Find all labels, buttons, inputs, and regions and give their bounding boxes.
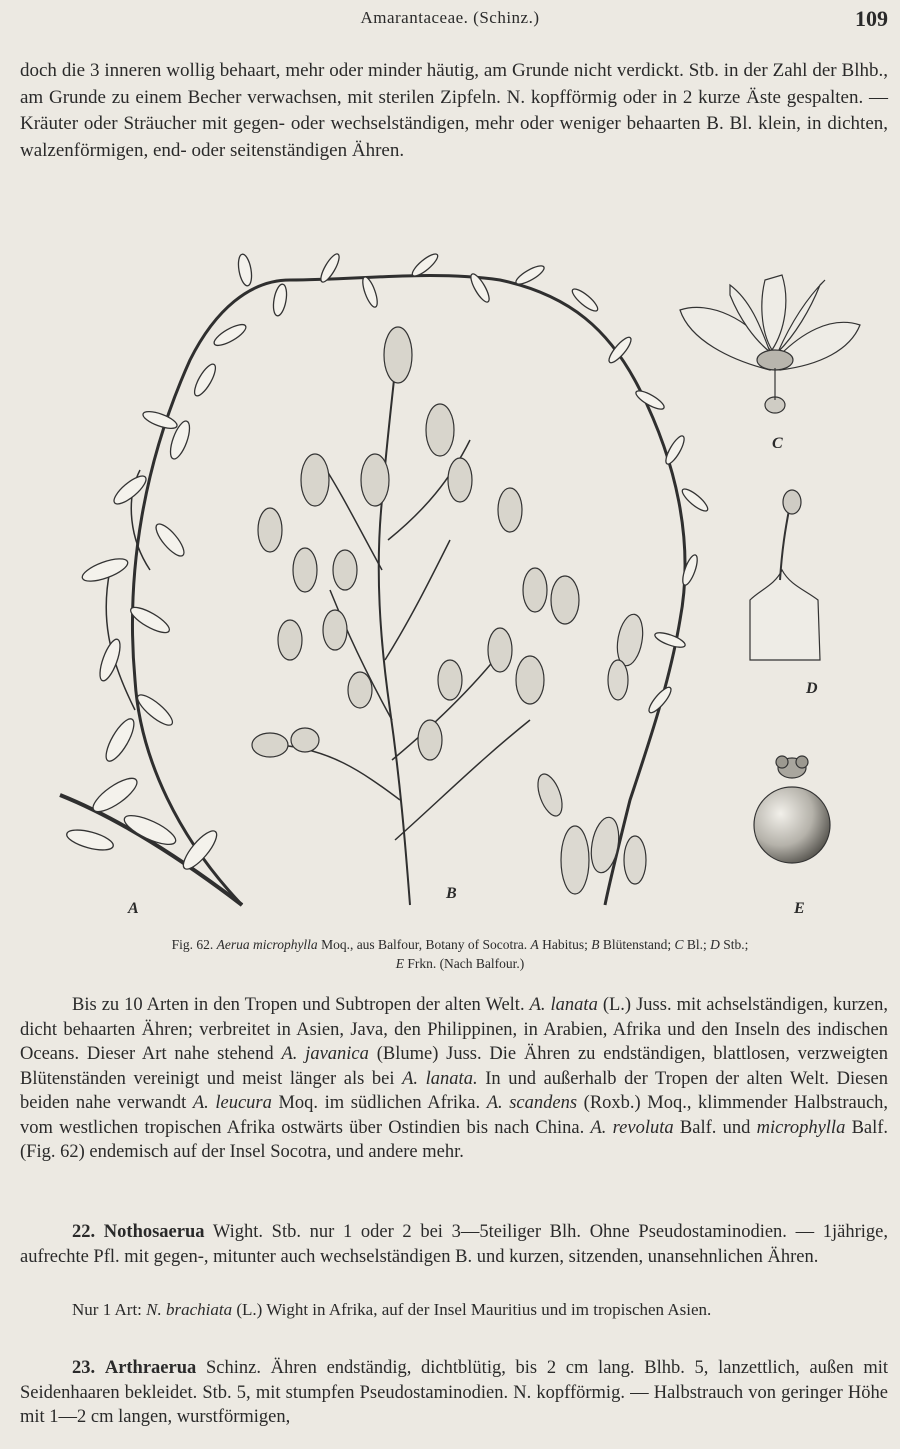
caption-text-e: Frkn. (Nach Balfour.) [407, 956, 525, 971]
caption-text-a: Habitus; [542, 937, 588, 952]
caption-fig-number: Fig. 62. [171, 937, 214, 952]
species-paragraph [20, 993, 888, 1165]
flower-drawing-c [680, 275, 860, 413]
caption-text-d: Stb.; [723, 937, 749, 952]
figure-label-d: D [806, 680, 818, 697]
running-header [0, 6, 900, 36]
genus-number: 22. [72, 1222, 96, 1242]
genus-name: Arthraerua [104, 1358, 197, 1378]
figure-label-e: E [794, 900, 805, 917]
inflorescence-spikes [252, 327, 579, 760]
figure-label-a: A [128, 900, 139, 917]
caption-key-c: C [674, 937, 684, 952]
para-text: In und außerhalb der Tropen der alten Welt. Diesen beiden nahe verwandt [20, 1068, 888, 1113]
figure-caption [26, 935, 894, 973]
species-name: A. revoluta [590, 1117, 674, 1138]
genus-number: 23. [72, 1358, 96, 1378]
species-name: A. lanata. [402, 1068, 478, 1089]
intro-paragraph: doch die 3 inneren wollig behaart, mehr oder minder häutig, am Grunde nicht verdickt. Stb. in der Zahl der Blhb., am Grunde zu einem Becher verwachsen, mit sterilen Zipfeln. N. kopfförmig oder in 2 kurze Äste gespalten. — Kräuter oder Sträucher mit gegen- oder wechselständigen, mehr oder weniger behaarten B. Bl. klein, in dichten, walzenförmigen, end- oder seitenständigen Ähren. [20, 60, 888, 161]
page-number: 109 [855, 6, 888, 31]
para-text: Bis zu 10 Arten in den Tropen und Subtropen der alten Welt. [72, 995, 525, 1015]
genus-description: Schinz. Ähren endständig, dichtblütig, bis 2 cm lang. Blhb. 5, lanzettlich, außen mit Seidenhaaren bekleidet. Stb. 5, mit stumpfen Pseudostaminodien. N. kopfförmig. — Halbstrauch von geringer Höhe mit 1—2 cm langen, wurstförmigen, [20, 1358, 889, 1427]
para-text: Balf. (Fig. 62) endemisch auf der Insel Socotra, und andere mehr. [20, 1117, 889, 1162]
botanical-illustration [30, 240, 880, 930]
species-name: A. leucura [192, 1093, 272, 1113]
para-text: (L.) Juss. mit achselständigen, kurzen, dicht behaarten Ähren; verbreitet in Asien, Java, den Philippinen, in Arabien, Afrika und den Inseln des indischen Oceans. Dieser Art nahe stehend [20, 995, 888, 1064]
genus-22-paragraph [20, 1220, 888, 1269]
caption-key-e: E [395, 956, 404, 971]
figure-label-c: C [772, 435, 783, 452]
habit-spikes [533, 612, 646, 894]
genus-23-paragraph [20, 1356, 888, 1430]
caption-text-b: Blütenstand; [602, 937, 672, 952]
species-name: A. lanata [529, 995, 598, 1015]
caption-key-d: D [710, 937, 720, 952]
figure-62 [30, 240, 880, 930]
caption-key-b: B [591, 937, 600, 952]
para-text: (Blume) Juss. Die Ähren zu endständigen, blattlosen, verzweigten Blütenständen vereinigt und meist länger als bei [20, 1044, 889, 1089]
species-name: A. javanica [281, 1044, 369, 1064]
genus-description: Wight. Stb. nur 1 oder 2 bei 3—5teiliger Blh. Ohne Pseudostaminodien. — 1jährige, aufrechte Pfl. mit gegen-, mitunter auch wechselständigen B. und kurzen, sitzenden, unansehnlichen Ähren. [20, 1222, 889, 1267]
figure-label-b: B [446, 885, 457, 902]
habit-drawing-a [60, 276, 685, 905]
genus-name: Nothosaerua [103, 1222, 205, 1242]
ovary-drawing-e [754, 756, 830, 863]
caption-source: Moq., aus Balfour, Botany of Socotra. [321, 937, 528, 952]
note-text: Nur 1 Art: [72, 1300, 142, 1319]
para-text: Moq. im südlichen Afrika. [278, 1093, 481, 1113]
species-name: microphylla [756, 1117, 846, 1138]
para-text: (Roxb.) Moq., klimmender Halbstrauch, vom westlichen tropischen Afrika ostwärts über Ostindien bis nach China. [20, 1093, 889, 1138]
caption-species: Aerua microphylla [216, 937, 318, 952]
para-text: Balf. und [679, 1117, 751, 1138]
note-text: (L.) Wight in Afrika, auf der Insel Mauritius und im tropischen Asien. [236, 1300, 712, 1319]
genus-22-note [20, 1298, 888, 1321]
running-title: Amarantaceae. (Schinz.) [360, 8, 540, 27]
caption-key-a: A [530, 937, 539, 952]
caption-text-c: Bl.; [686, 937, 707, 952]
species-name: N. brachiata [146, 1300, 233, 1319]
species-name: A. scandens [486, 1093, 578, 1113]
stamen-drawing-d [750, 490, 820, 660]
